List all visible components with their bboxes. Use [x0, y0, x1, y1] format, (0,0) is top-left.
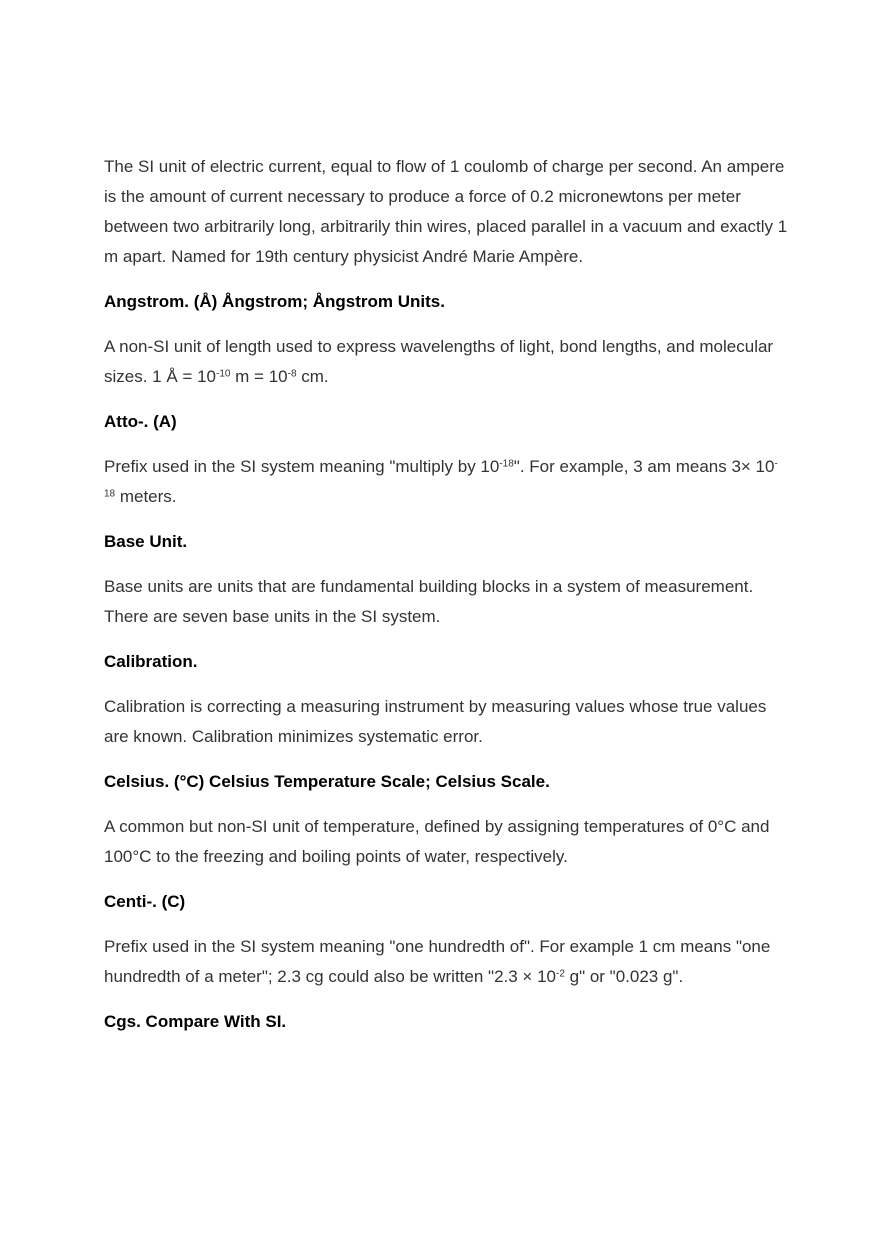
atto-definition: [104, 452, 788, 512]
calibration-definition: Calibration is correcting a measuring instrument by measuring values whose true values are known. Calibration minimizes systematic error.: [104, 697, 767, 746]
term-base-unit: Base Unit.: [104, 532, 188, 551]
angstrom-exponent-1: -10: [215, 368, 231, 380]
term-centi: Centi-. (C): [104, 892, 186, 911]
angstrom-def-text-3: cm.: [296, 367, 329, 386]
atto-def-text-3: meters.: [115, 487, 177, 506]
term-atto: Atto-. (A): [104, 412, 177, 431]
atto-exponent-1: -18: [499, 458, 514, 470]
atto-def-text-2: ". For example, 3 am means 3× 10: [513, 457, 775, 476]
base-unit-definition: Base units are units that are fundamental building blocks in a system of measurement. There are seven base units in the SI system.: [104, 577, 754, 626]
atto-def-text-1: Prefix used in the SI system meaning "multiply by 10: [104, 457, 500, 476]
atto-exponent-2: -18: [104, 458, 778, 500]
angstrom-def-text-2: m = 10: [230, 367, 288, 386]
centi-def-text-1: Prefix used in the SI system meaning "one hundredth of". For example 1 cm means "one hundredth of a meter"; 2.3 cg could also be written "2.3 × 10: [104, 937, 771, 986]
centi-exponent-1: -2: [556, 968, 565, 980]
centi-def-text-2: g" or "0.023 g".: [564, 967, 684, 986]
angstrom-def-text-1: A non-SI unit of length used to express wavelengths of light, bond lengths, and molecular sizes. 1 Å = 10: [104, 337, 774, 386]
term-calibration: Calibration.: [104, 652, 198, 671]
term-celsius: Celsius. (°C) Celsius Temperature Scale; Celsius Scale.: [104, 772, 550, 791]
celsius-definition: A common but non-SI unit of temperature, defined by assigning temperatures of 0°C and 100°C to the freezing and boiling points of water, respectively.: [104, 817, 770, 866]
term-angstrom: Angstrom. (Å) Ångstrom; Ångstrom Units.: [104, 292, 445, 311]
term-cgs: Cgs. Compare With SI.: [104, 1012, 287, 1031]
ampere-definition: The SI unit of electric current, equal to flow of 1 coulomb of charge per second. An ampere is the amount of current necessary to produce a force of 0.2 micronewtons per meter between two arbitrarily long, arbitrarily thin wires, placed parallel in a vacuum and exactly 1 m apart. Named for 19th century physicist André Marie Ampère.: [104, 157, 788, 266]
document-page: [104, 152, 788, 1052]
centi-definition: [104, 932, 788, 992]
angstrom-exponent-2: -8: [287, 368, 297, 380]
angstrom-definition: [104, 332, 788, 392]
